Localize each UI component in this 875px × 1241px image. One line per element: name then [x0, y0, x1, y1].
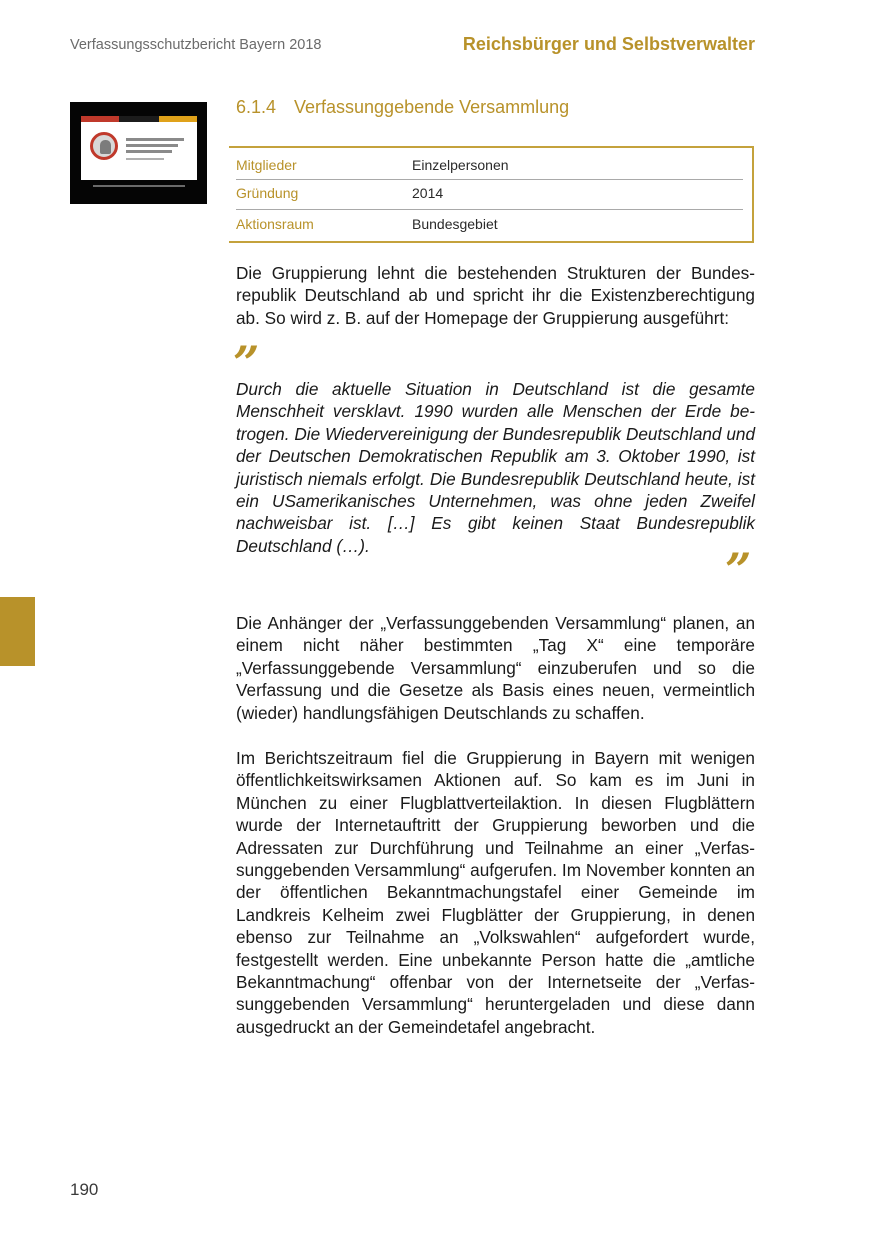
quote-close-icon: ”: [725, 543, 752, 597]
paragraph-intro: Die Gruppierung lehnt die bestehenden Strukturen der Bundesrepublik Deutschland ab und spricht ihr die Existenzberechtigung ab. So wird z. B. auf der Homepage der Gruppierung ausgeführt:: [236, 263, 755, 328]
logo-flag-gold: [159, 116, 197, 122]
info-row-members: [236, 149, 743, 179]
group-logo-image: [70, 102, 207, 204]
logo-text-line: [126, 150, 172, 153]
running-header-chapter: Reichsbürger und Selbstverwalter: [462, 34, 755, 54]
logo-text-line: [126, 144, 178, 147]
paragraph-plans: Die Anhänger der „Verfassunggebenden Versammlung“ planen, an einem nicht näher bestimmten „Tag X“ eine temporäre „Verfassunggebende Versammlung“ einzuberufen und so die Verfassung und die Gesetze als Basis eines neuen, vermeintlich (wieder) handlungsfähigen Deutschlands zu schaffen.: [236, 613, 755, 723]
logo-card: [81, 116, 197, 180]
quote-text: Durch die aktuelle Situation in Deutschland ist die gesamte Menschheit versklavt. 1990 wurden alle Menschen der Erde betrogen. Die Wiedervereinigung der Bundesrepublik Deutschland und der Deutschen Demokratischen Republik am 3. Oktober 1990, ist juristisch niemals erfolgt. Die Bundesrepublik Deutschland heute, ist ein USamerikanisches Unternehmen, was ohne jeden Zweifel nachweisbar ist. […] Es gibt keinen Staat Bundesrepublik Deutschland (…).: [236, 379, 755, 556]
info-label: Mitglieder: [236, 157, 297, 173]
section-heading: [236, 97, 569, 118]
info-value: Bundesgebiet: [412, 216, 498, 232]
quote-open-icon: ”: [233, 336, 260, 390]
section-number: 6.1.4: [236, 97, 277, 117]
info-row-founded: [236, 177, 743, 207]
chapter-tab-marker: [0, 597, 35, 666]
logo-flag-black: [119, 116, 159, 122]
logo-url-line: [93, 185, 185, 187]
section-title: Verfassunggebende Versammlung: [294, 97, 570, 117]
logo-text-line: [126, 158, 164, 160]
info-table: [229, 146, 754, 243]
logo-text-line: [126, 138, 184, 141]
running-header-publication: Verfassungsschutzbericht Bayern 2018: [70, 37, 322, 53]
info-label: Gründung: [236, 185, 299, 201]
info-row-area: [236, 208, 743, 238]
info-value: 2014: [412, 185, 444, 201]
info-label: Aktionsraum: [236, 216, 314, 232]
seal-icon: [90, 132, 118, 160]
info-value: Einzelpersonen: [412, 157, 509, 173]
logo-flag-red: [81, 116, 119, 122]
page-number: 190: [70, 1180, 99, 1199]
paragraph-activities: Im Berichtszeitraum fiel die Gruppierung in Bayern mit wenigen öffentlichkeitswirksamen Aktionen auf. So kam es im Juni in München zu einer Flugblattverteilaktion. In diesen Flugblättern wurde der Internetauftritt der Gruppierung beworben und die Adressaten zur Durchführung und Teilnahme an einer „Verfassunggebenden Versammlung“ aufgerufen. Im November konnten an der öffentlichen Bekanntmachungstafel einer Gemeinde im Landkreis Kelheim zwei Flugblätter der Gruppierung, in denen ebenso zur Teilnahme an „Volkswahlen“ aufgefordert wurde, festgestellt werden. Eine unbekannte Person hatte die „amtliche Bekanntmachung“ offenbar von der Internetseite der „Verfassunggebenden Versammlung“ heruntergeladen und diese dann ausgedruckt an der Gemeindetafel angebracht.: [236, 748, 755, 1037]
